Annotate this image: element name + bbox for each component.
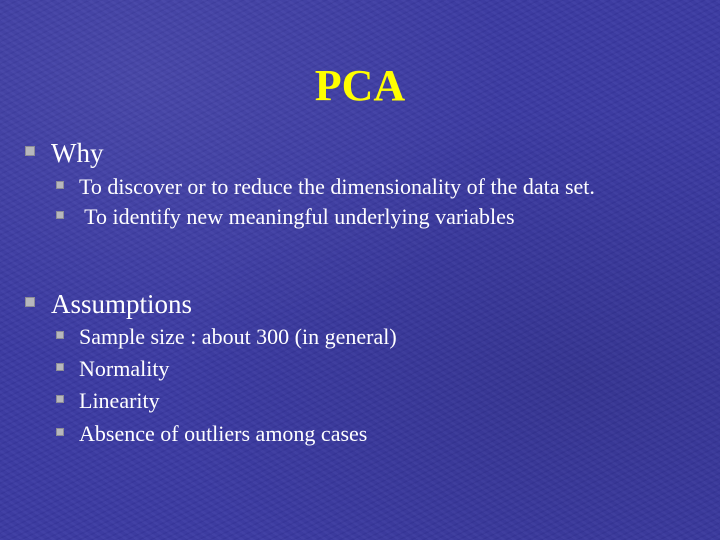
square-bullet-icon: [56, 428, 64, 436]
square-bullet-icon: [56, 331, 64, 339]
section-heading-why: [25, 134, 103, 169]
square-bullet-icon: [56, 181, 64, 189]
list-item: [56, 172, 595, 200]
list-item: [56, 419, 367, 447]
slide-title: PCA: [314, 61, 406, 110]
list-item: [56, 202, 515, 230]
square-bullet-icon: [25, 297, 35, 307]
square-bullet-icon: [25, 146, 35, 156]
section-heading-label: Assumptions: [51, 288, 193, 319]
list-item: [56, 386, 160, 414]
list-item-text: Sample size : about 300 (in general): [79, 323, 397, 349]
list-item-text: Normality: [79, 355, 170, 381]
list-item-text: To identify new meaningful underlying variables: [79, 203, 515, 229]
list-item-text: To discover or to reduce the dimensionality of the data set.: [79, 173, 595, 199]
section-heading-label: Why: [51, 137, 104, 168]
square-bullet-icon: [56, 363, 64, 371]
list-item: [56, 322, 397, 350]
section-heading-assumptions: [25, 285, 192, 320]
list-item-text: Absence of outliers among cases: [79, 420, 368, 446]
list-item: [56, 354, 169, 382]
square-bullet-icon: [56, 211, 64, 219]
list-item-text: Linearity: [79, 387, 160, 413]
square-bullet-icon: [56, 395, 64, 403]
